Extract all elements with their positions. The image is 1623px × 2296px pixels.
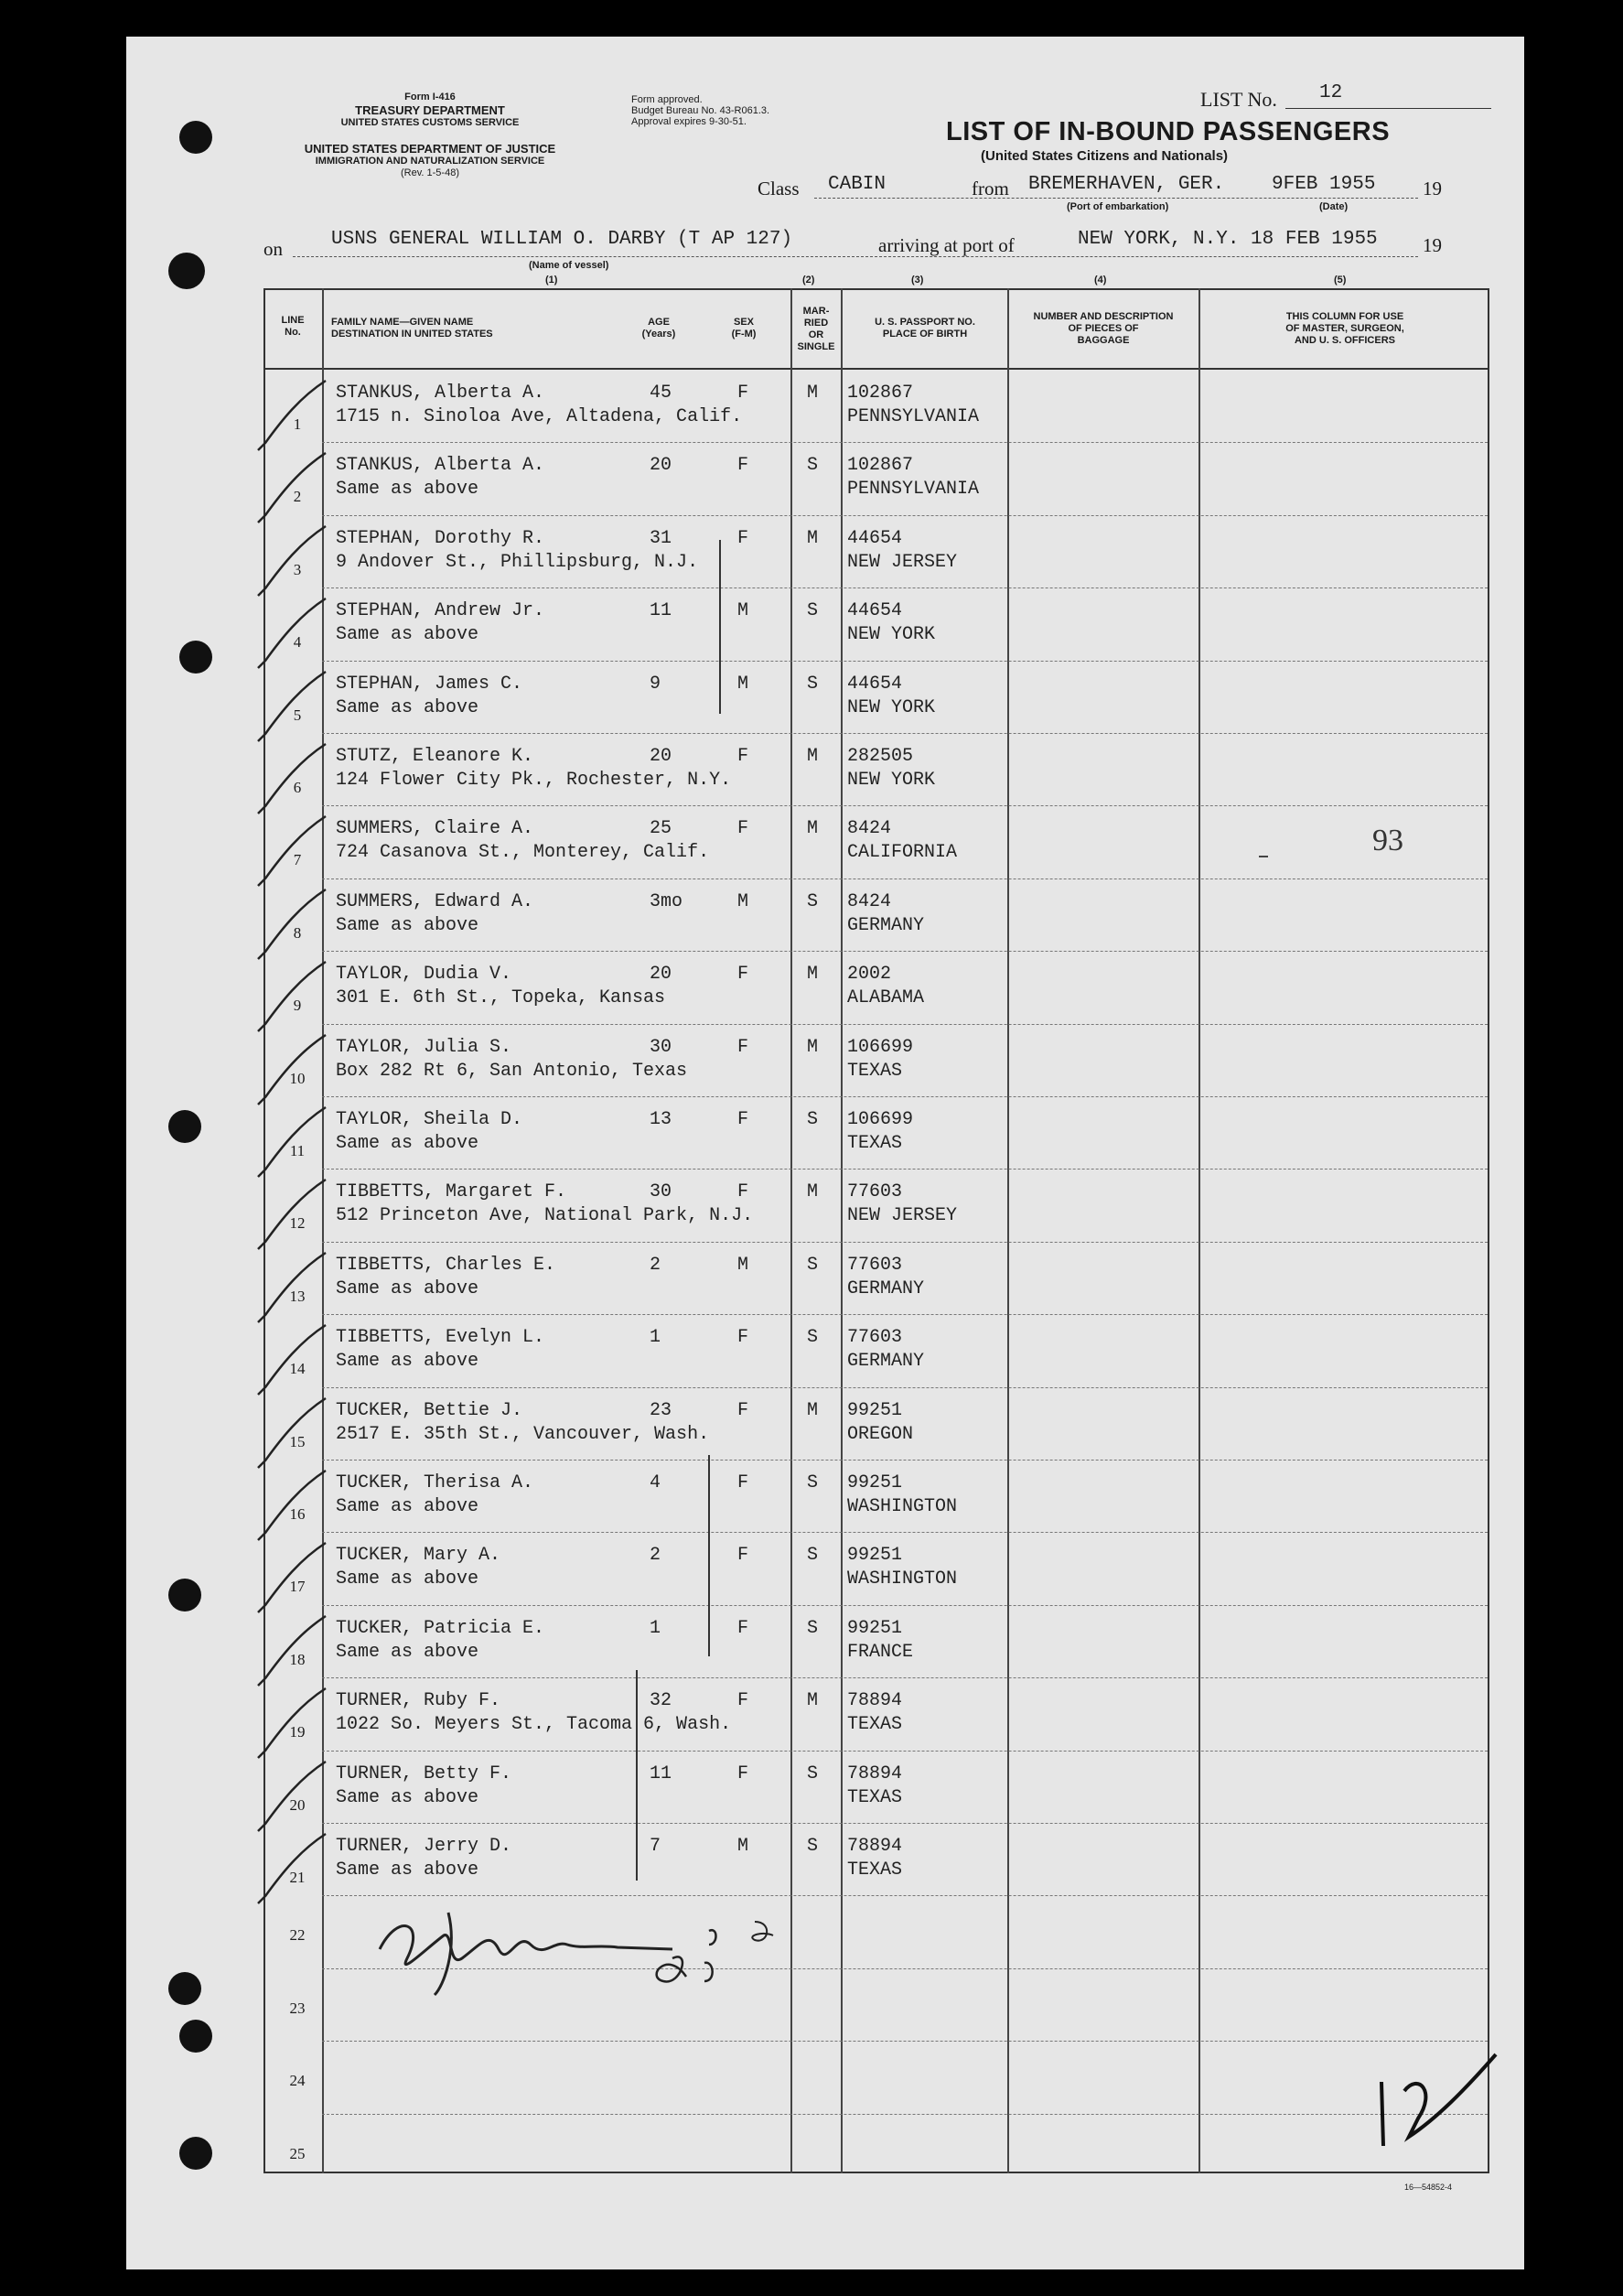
age: 20 <box>650 455 672 477</box>
line-number: 5 <box>293 706 302 724</box>
marital-status: S <box>807 600 819 622</box>
destination: Same as above <box>336 1496 479 1517</box>
row-divider <box>322 1605 1488 1607</box>
destination: 2517 E. 35th St., Vancouver, Wash. <box>336 1423 710 1445</box>
punch-hole <box>179 121 212 154</box>
row-divider <box>322 1460 1488 1461</box>
check-mark <box>254 1760 328 1842</box>
destination: Same as above <box>336 1859 479 1881</box>
form-revision: (Rev. 1-5-48) <box>401 167 459 178</box>
row-divider <box>322 1169 1488 1170</box>
check-mark <box>254 1614 328 1697</box>
passenger-name: TURNER, Ruby F. <box>336 1690 501 1712</box>
destination: Same as above <box>336 479 479 501</box>
on-label: on <box>263 238 283 260</box>
sex: F <box>737 383 749 404</box>
marital-status: M <box>807 818 819 840</box>
header-married: MAR- RIED OR SINGLE <box>797 306 835 352</box>
sex: M <box>737 1836 749 1857</box>
page-subtitle: (United States Citizens and Nationals) <box>981 148 1229 164</box>
treasury-dept: TREASURY DEPARTMENT <box>355 103 505 117</box>
place-of-birth: ALABAMA <box>847 987 925 1009</box>
header-officers: THIS COLUMN FOR USE OF MASTER, SURGEON, AND U. S. OFFICERS <box>1285 311 1404 346</box>
check-mark <box>254 670 328 752</box>
passenger-name: STANKUS, Alberta A. <box>336 383 545 404</box>
destination: 1022 So. Meyers St., Tacoma 6, Wash. <box>336 1714 732 1736</box>
line-number: 24 <box>289 2072 306 2090</box>
passport-number: 99251 <box>847 1472 903 1493</box>
list-no-label: LIST No. <box>1200 88 1277 111</box>
passport-number: 44654 <box>847 600 903 622</box>
vessel-caption: (Name of vessel) <box>529 260 609 271</box>
passenger-name: TIBBETTS, Charles E. <box>336 1254 556 1276</box>
passport-number: 78894 <box>847 1690 903 1712</box>
age: 2 <box>650 1545 661 1567</box>
row-divider <box>322 2041 1488 2043</box>
destination: Same as above <box>336 1133 479 1154</box>
sex: F <box>737 1472 749 1493</box>
header-name: FAMILY NAME—GIVEN NAME DESTINATION IN UNITED STATES <box>331 317 493 340</box>
check-mark <box>254 379 328 461</box>
marital-status: M <box>807 1181 819 1203</box>
passenger-name: TURNER, Betty F. <box>336 1762 512 1784</box>
passport-number: 77603 <box>847 1327 903 1349</box>
destination: Same as above <box>336 1277 479 1299</box>
age: 31 <box>650 527 672 549</box>
destination: Same as above <box>336 914 479 936</box>
sex: M <box>737 890 749 912</box>
place-of-birth: GERMANY <box>847 1351 925 1373</box>
marital-status: S <box>807 673 819 695</box>
age: 32 <box>650 1690 672 1712</box>
destination: Same as above <box>336 1568 479 1590</box>
header-rule <box>263 368 1489 370</box>
passenger-name: STUTZ, Eleanore K. <box>336 746 534 767</box>
sex: F <box>737 1036 749 1058</box>
passenger-name: TURNER, Jerry D. <box>336 1836 512 1857</box>
row-divider <box>322 805 1488 807</box>
embark-date: 9FEB 1955 <box>1272 174 1376 195</box>
destination: Box 282 Rt 6, San Antonio, Texas <box>336 1060 688 1082</box>
sex: F <box>737 746 749 767</box>
row-divider <box>322 442 1488 444</box>
passenger-name: SUMMERS, Edward A. <box>336 890 534 912</box>
passenger-name: TAYLOR, Dudia V. <box>336 964 512 986</box>
passport-number: 77603 <box>847 1181 903 1203</box>
col-divider <box>1007 288 1009 2173</box>
ins-service: IMMIGRATION AND NATURALIZATION SERVICE <box>315 156 545 167</box>
line-number: 23 <box>289 1999 306 2017</box>
passport-number: 8424 <box>847 818 892 840</box>
place-of-birth: TEXAS <box>847 1060 903 1082</box>
check-mark <box>254 742 328 825</box>
line-number: 25 <box>289 2144 306 2162</box>
row-divider <box>322 2114 1488 2116</box>
passport-number: 44654 <box>847 673 903 695</box>
place-of-birth: TEXAS <box>847 1786 903 1808</box>
age: 1 <box>650 1617 661 1639</box>
passport-number: 2002 <box>847 964 892 986</box>
passport-number: 106699 <box>847 1036 914 1058</box>
passenger-name: TIBBETTS, Margaret F. <box>336 1181 567 1203</box>
year-suffix: 19 <box>1423 178 1442 199</box>
check-mark <box>254 597 328 679</box>
sex: F <box>737 818 749 840</box>
age: 4 <box>650 1472 661 1493</box>
destination: 724 Casanova St., Monterey, Calif. <box>336 842 710 864</box>
check-mark <box>254 814 328 897</box>
line-number: 21 <box>289 1869 306 1886</box>
col-num: (3) <box>911 275 924 286</box>
line-number: 17 <box>289 1578 306 1596</box>
check-mark <box>254 888 328 970</box>
check-mark <box>254 1033 328 1116</box>
age: 9 <box>650 673 661 695</box>
line-number: 10 <box>289 1069 306 1087</box>
passport-number: 102867 <box>847 455 914 477</box>
class-label: Class <box>758 178 800 199</box>
header-baggage: NUMBER AND DESCRIPTION OF PIECES OF BAGGAGE <box>1033 311 1174 346</box>
line-number: 2 <box>293 488 302 506</box>
embark-port: BREMERHAVEN, GER. <box>1028 174 1225 195</box>
place-of-birth: NEW JERSEY <box>847 1205 958 1227</box>
passenger-name: TUCKER, Patricia E. <box>336 1617 545 1639</box>
from-underline <box>814 198 1418 199</box>
place-of-birth: FRANCE <box>847 1641 914 1663</box>
passenger-name: SUMMERS, Claire A. <box>336 818 534 840</box>
place-of-birth: NEW YORK <box>847 624 936 646</box>
line-number: 20 <box>289 1795 306 1814</box>
age: 1 <box>650 1327 661 1349</box>
sex: F <box>737 527 749 549</box>
passport-number: 77603 <box>847 1254 903 1276</box>
place-of-birth: GERMANY <box>847 1277 925 1299</box>
punch-hole <box>179 2020 212 2053</box>
line-number: 18 <box>289 1650 306 1668</box>
destination: Same as above <box>336 1786 479 1808</box>
row-divider <box>322 951 1488 953</box>
check-mark <box>254 1251 328 1333</box>
from-label: from <box>972 178 1009 199</box>
approval-line-2: Budget Bureau No. 43-R061.3. <box>631 105 770 116</box>
passport-number: 8424 <box>847 890 892 912</box>
row-divider <box>322 1751 1488 1752</box>
check-mark <box>254 1178 328 1260</box>
punch-hole <box>168 1579 201 1612</box>
passport-number: 99251 <box>847 1399 903 1421</box>
footer-code: 16—54852-4 <box>1404 2183 1453 2192</box>
marital-status: M <box>807 1690 819 1712</box>
sex: F <box>737 1109 749 1130</box>
marital-status: S <box>807 455 819 477</box>
age: 13 <box>650 1109 672 1130</box>
check-mark <box>254 1541 328 1623</box>
passport-number: 106699 <box>847 1109 914 1130</box>
row-divider <box>322 1314 1488 1316</box>
place-of-birth: GERMANY <box>847 914 925 936</box>
destination: 512 Princeton Ave, National Park, N.J. <box>336 1205 754 1227</box>
marital-status: S <box>807 1109 819 1130</box>
arrival-port: NEW YORK, N.Y. 18 FEB 1955 <box>1078 229 1378 250</box>
arriving-label: arriving at port of <box>878 234 1015 256</box>
age: 23 <box>650 1399 672 1421</box>
row-divider <box>322 587 1488 589</box>
row-divider <box>322 1532 1488 1534</box>
signature <box>371 1894 801 2032</box>
passenger-name: TUCKER, Therisa A. <box>336 1472 534 1493</box>
header-sex: SEX (F-M) <box>731 317 757 340</box>
passenger-name: STEPHAN, Dorothy R. <box>336 527 545 549</box>
age: 7 <box>650 1836 661 1857</box>
customs-service: UNITED STATES CUSTOMS SERVICE <box>340 117 520 128</box>
place-of-birth: TEXAS <box>847 1859 903 1881</box>
line-number: 14 <box>289 1360 306 1378</box>
class-value: CABIN <box>828 174 887 195</box>
line-number: 7 <box>293 851 302 869</box>
line-number: 16 <box>289 1505 306 1523</box>
marital-status: S <box>807 1617 819 1639</box>
punch-hole <box>179 641 212 674</box>
destination: Same as above <box>336 1351 479 1373</box>
form-number: Form I-416 <box>404 92 456 102</box>
officer-dash <box>1259 856 1268 857</box>
line-number: 3 <box>293 560 302 578</box>
sex: F <box>737 964 749 986</box>
marital-status: S <box>807 1545 819 1567</box>
age: 3mo <box>650 890 683 912</box>
row-divider <box>322 1024 1488 1026</box>
sex: F <box>737 1327 749 1349</box>
passenger-name: TAYLOR, Sheila D. <box>336 1109 523 1130</box>
sex: F <box>737 1181 749 1203</box>
place-of-birth: PENNSYLVANIA <box>847 406 980 427</box>
check-mark <box>254 524 328 607</box>
place-of-birth: NEW YORK <box>847 770 936 791</box>
row-divider <box>322 1677 1488 1679</box>
age: 30 <box>650 1181 672 1203</box>
punch-hole <box>179 2137 212 2170</box>
sex: F <box>737 455 749 477</box>
marital-status: M <box>807 1036 819 1058</box>
passport-number: 78894 <box>847 1836 903 1857</box>
officer-mark: 93 <box>1372 824 1403 857</box>
row-divider <box>322 1823 1488 1825</box>
marital-status: S <box>807 1254 819 1276</box>
line-number: 4 <box>293 633 302 652</box>
place-of-birth: CALIFORNIA <box>847 842 958 864</box>
age: 45 <box>650 383 672 404</box>
check-mark <box>254 1687 328 1769</box>
destination: 1715 n. Sinoloa Ave, Altadena, Calif. <box>336 406 743 427</box>
place-of-birth: PENNSYLVANIA <box>847 479 980 501</box>
line-number: 13 <box>289 1287 306 1305</box>
line-number: 19 <box>289 1723 306 1741</box>
age: 11 <box>650 600 672 622</box>
sex: M <box>737 1254 749 1276</box>
passport-number: 78894 <box>847 1762 903 1784</box>
check-mark <box>254 1105 328 1188</box>
destination: 124 Flower City Pk., Rochester, N.Y. <box>336 770 732 791</box>
passenger-name: TIBBETTS, Evelyn L. <box>336 1327 545 1349</box>
destination: 301 E. 6th St., Topeka, Kansas <box>336 987 666 1009</box>
header-passport: U. S. PASSPORT NO. PLACE OF BIRTH <box>875 317 975 340</box>
passport-number: 102867 <box>847 383 914 404</box>
passport-number: 99251 <box>847 1617 903 1639</box>
vessel-name: USNS GENERAL WILLIAM O. DARBY (T AP 127) <box>331 229 793 250</box>
destination: Same as above <box>336 624 479 646</box>
place-of-birth: NEW YORK <box>847 696 936 718</box>
age: 20 <box>650 964 672 986</box>
family-bracket <box>636 1670 638 1881</box>
place-of-birth: NEW JERSEY <box>847 551 958 573</box>
line-number: 22 <box>289 1926 306 1945</box>
marital-status: S <box>807 1327 819 1349</box>
sex: F <box>737 1762 749 1784</box>
destination: Same as above <box>336 1641 479 1663</box>
line-number: 12 <box>289 1214 306 1233</box>
marital-status: M <box>807 746 819 767</box>
line-number: 8 <box>293 923 302 942</box>
header-line-no: LINE No. <box>281 315 305 338</box>
marital-status: M <box>807 527 819 549</box>
place-of-birth: WASHINGTON <box>847 1496 958 1517</box>
place-of-birth: TEXAS <box>847 1714 903 1736</box>
passenger-name: TUCKER, Bettie J. <box>336 1399 523 1421</box>
row-divider <box>322 1096 1488 1098</box>
family-bracket <box>719 540 721 714</box>
marital-status: M <box>807 383 819 404</box>
line-number: 6 <box>293 779 302 796</box>
passport-number: 44654 <box>847 527 903 549</box>
list-no-underline <box>1285 108 1491 109</box>
header-age: AGE (Years) <box>641 317 676 340</box>
col-num: (2) <box>802 275 815 286</box>
passport-number: 282505 <box>847 746 914 767</box>
date-caption: (Date) <box>1319 201 1349 212</box>
line-number: 1 <box>293 415 302 433</box>
line-number: 15 <box>289 1432 306 1450</box>
passport-number: 99251 <box>847 1545 903 1567</box>
col-divider <box>841 288 843 2173</box>
marital-status: S <box>807 1472 819 1493</box>
approval-line-3: Approval expires 9-30-51. <box>631 116 747 127</box>
approval-line-1: Form approved. <box>631 94 703 105</box>
vessel-underline <box>293 256 1418 257</box>
year-suffix-2: 19 <box>1423 234 1442 256</box>
destination: Same as above <box>336 696 479 718</box>
passenger-name: STEPHAN, Andrew Jr. <box>336 600 545 622</box>
line-number: 11 <box>289 1142 306 1159</box>
age: 30 <box>650 1036 672 1058</box>
check-mark <box>254 1469 328 1551</box>
marital-status: S <box>807 890 819 912</box>
sex: F <box>737 1617 749 1639</box>
passenger-name: TAYLOR, Julia S. <box>336 1036 512 1058</box>
check-mark <box>254 1396 328 1479</box>
col-divider <box>1198 288 1200 2173</box>
family-bracket <box>708 1455 710 1656</box>
handwritten-list-no <box>1363 2045 1510 2164</box>
page-title: LIST OF IN-BOUND PASSENGERS <box>946 117 1391 146</box>
sex: F <box>737 1690 749 1712</box>
age: 20 <box>650 746 672 767</box>
list-no-value: 12 <box>1319 82 1343 103</box>
punch-hole <box>168 253 205 289</box>
destination: 9 Andover St., Phillipsburg, N.J. <box>336 551 699 573</box>
col-num: (5) <box>1334 275 1347 286</box>
age: 2 <box>650 1254 661 1276</box>
passenger-name: STEPHAN, James C. <box>336 673 523 695</box>
row-divider <box>322 879 1488 880</box>
sex: F <box>737 1545 749 1567</box>
punch-hole <box>168 1110 201 1143</box>
justice-dept: UNITED STATES DEPARTMENT OF JUSTICE <box>304 142 556 156</box>
row-divider <box>322 515 1488 517</box>
marital-status: M <box>807 964 819 986</box>
age: 25 <box>650 818 672 840</box>
marital-status: S <box>807 1836 819 1857</box>
col-num: (1) <box>545 275 558 286</box>
passenger-name: TUCKER, Mary A. <box>336 1545 501 1567</box>
row-divider <box>322 1242 1488 1244</box>
check-mark <box>254 451 328 534</box>
col-num: (4) <box>1094 275 1107 286</box>
sex: M <box>737 673 749 695</box>
place-of-birth: TEXAS <box>847 1133 903 1154</box>
row-divider <box>322 661 1488 663</box>
punch-hole <box>168 1972 201 2005</box>
check-mark <box>254 1832 328 1914</box>
line-number: 9 <box>293 997 302 1015</box>
place-of-birth: WASHINGTON <box>847 1568 958 1590</box>
marital-status: S <box>807 1762 819 1784</box>
sex: M <box>737 600 749 622</box>
age: 11 <box>650 1762 672 1784</box>
row-divider <box>322 1387 1488 1389</box>
check-mark <box>254 960 328 1042</box>
place-of-birth: OREGON <box>847 1423 914 1445</box>
check-mark <box>254 1323 328 1406</box>
col-divider <box>790 288 792 2173</box>
marital-status: M <box>807 1399 819 1421</box>
passenger-name: STANKUS, Alberta A. <box>336 455 545 477</box>
row-divider <box>322 733 1488 735</box>
port-caption: (Port of embarkation) <box>1067 201 1169 212</box>
sex: F <box>737 1399 749 1421</box>
